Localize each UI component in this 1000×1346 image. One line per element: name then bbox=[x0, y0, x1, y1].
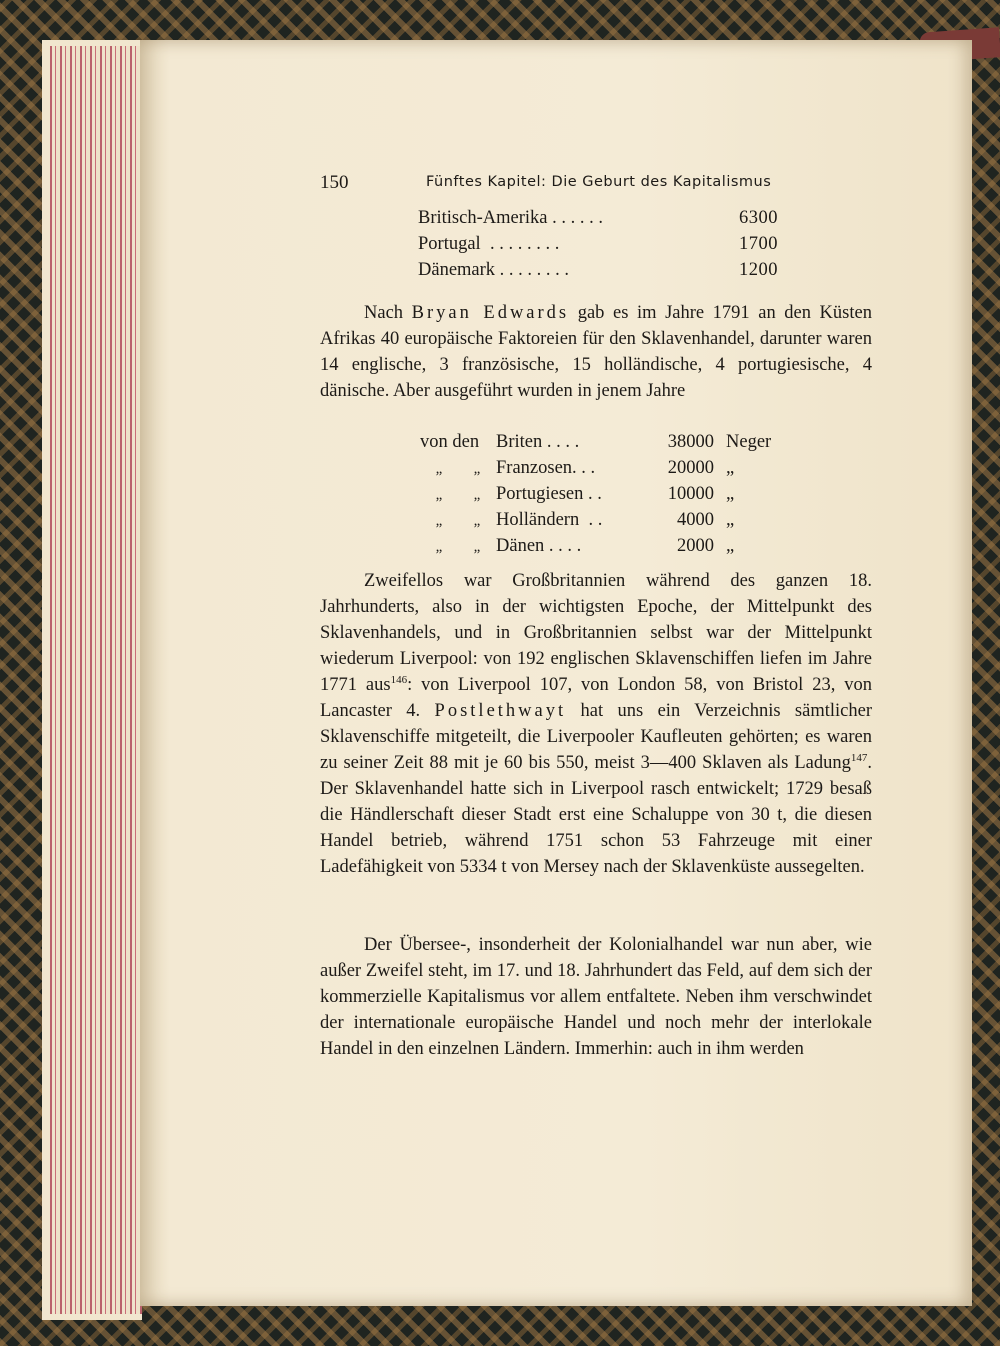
ditto-mark: „ bbox=[473, 539, 481, 555]
footnote-ref: 147 bbox=[850, 751, 868, 764]
ditto-mark: „ bbox=[435, 461, 443, 477]
unit-label: „ bbox=[726, 510, 735, 530]
country-label: Portugal . . . . . . . . bbox=[418, 234, 560, 254]
row-prefix bbox=[420, 536, 496, 557]
row-prefix bbox=[420, 510, 496, 531]
ditto-mark: „ bbox=[473, 513, 481, 529]
country-label: Britisch-Amerika . . . . . . bbox=[418, 208, 603, 228]
unit-label: „ bbox=[726, 484, 735, 504]
ditto-mark: „ bbox=[435, 487, 443, 503]
table-row bbox=[418, 234, 778, 260]
table-row bbox=[420, 458, 780, 484]
row-prefix: von den bbox=[420, 432, 480, 452]
page-edges bbox=[50, 46, 142, 1314]
exports-table bbox=[420, 432, 780, 562]
paragraph-factories bbox=[320, 300, 872, 404]
row-prefix bbox=[420, 458, 496, 479]
text-run: hat uns ein Verzeichnis sämtlicher Sklavenschiffe mitgeteilt, die Liverpooler Kaufleuten gehörten; es waren zu seiner Zeit 88 mit je 60 bis 550, meist 3—400 Sklaven als Ladung bbox=[320, 701, 872, 773]
unit-label: „ bbox=[726, 536, 735, 556]
country-value: 1200 bbox=[739, 260, 778, 280]
row-prefix bbox=[420, 484, 496, 505]
text-run: Zweifellos war Großbritannien während des ganzen 18. Jahrhunderts, also in der wichtigsten Epoche, der Mittelpunkt des Sklavenhandels, und in Großbritannien selbst war der Mittelpunkt wiederum Liverpool: von 192 englischen Sklavenschiffen liefen im Jahre 1771 aus bbox=[320, 571, 872, 695]
page-number: 150 bbox=[320, 172, 349, 193]
author-name: Bryan Edwards bbox=[411, 303, 570, 323]
table-row bbox=[418, 260, 778, 286]
table-row bbox=[420, 484, 780, 510]
author-name: Postlethwayt bbox=[434, 701, 567, 721]
slave-count: 10000 bbox=[667, 484, 714, 504]
footnote-ref: 146 bbox=[390, 673, 408, 686]
ditto-mark: „ bbox=[435, 513, 443, 529]
text-run: gab es im Jahre 1791 an den Küsten Afrikas 40 europäische Faktoreien für den Sklavenhandel, darunter waren 14 englische, 3 französische, 15 holländische, 4 portugiesische, 4 dänische. Aber ausgeführt wurden in jenem Jahre bbox=[320, 303, 872, 401]
nation-label: Dänen . . . . bbox=[496, 536, 582, 556]
text-run: . Der Sklavenhandel hatte sich in Liverpool rasch entwickelt; 1729 besaß die Händlerschaft dieser Stadt erst eine Schaluppe von 30 t, die diesen Handel betrieb, während 1751 schon 53 Fahrzeuge mit einer Ladefähigkeit von 5334 t von Mersey nach der Sklavenküste aussegelten. bbox=[320, 753, 872, 877]
nation-label: Briten . . . . bbox=[496, 432, 580, 452]
table-row bbox=[420, 510, 780, 536]
country-value: 6300 bbox=[739, 208, 778, 228]
slave-count: 2000 bbox=[677, 536, 714, 556]
ditto-mark: „ bbox=[473, 461, 481, 477]
slave-count: 4000 bbox=[677, 510, 714, 530]
unit-label: Neger bbox=[726, 432, 772, 452]
text-run: Nach bbox=[364, 303, 412, 323]
ditto-mark: „ bbox=[435, 539, 443, 555]
country-value: 1700 bbox=[739, 234, 778, 254]
running-title: Fünftes Kapitel: Die Geburt des Kapitalismus bbox=[426, 174, 772, 190]
country-label: Dänemark . . . . . . . . bbox=[418, 260, 570, 280]
slave-count: 38000 bbox=[667, 432, 714, 452]
table-row bbox=[418, 208, 778, 234]
text-run: : von Liverpool 107, von London 58, von Bristol 23, von Lancaster 4. bbox=[320, 675, 872, 721]
table-row bbox=[420, 432, 780, 458]
nation-label: Holländern . . bbox=[496, 510, 603, 530]
slave-count: 20000 bbox=[667, 458, 714, 478]
nation-label: Portugiesen . . bbox=[496, 484, 602, 504]
table-row bbox=[420, 536, 780, 562]
paragraph-liverpool bbox=[320, 568, 872, 880]
paragraph-colonial-trade: Der Übersee-, insonderheit der Kolonialhandel war nun aber, wie außer Zweifel steht, im 17. und 18. Jahrhundert das Feld, auf dem sich der kommerzielle Kapitalismus vor allem entfaltete. Neben ihm verschwindet der internationale europäische Handel und noch mehr der interlokale Handel in den einzelnen Ländern. Immerhin: auch in ihm werden bbox=[320, 935, 872, 1059]
ditto-mark: „ bbox=[473, 487, 481, 503]
page-header bbox=[320, 172, 872, 198]
unit-label: „ bbox=[726, 458, 735, 478]
nation-label: Franzosen. . . bbox=[496, 458, 596, 478]
country-table bbox=[418, 208, 778, 286]
